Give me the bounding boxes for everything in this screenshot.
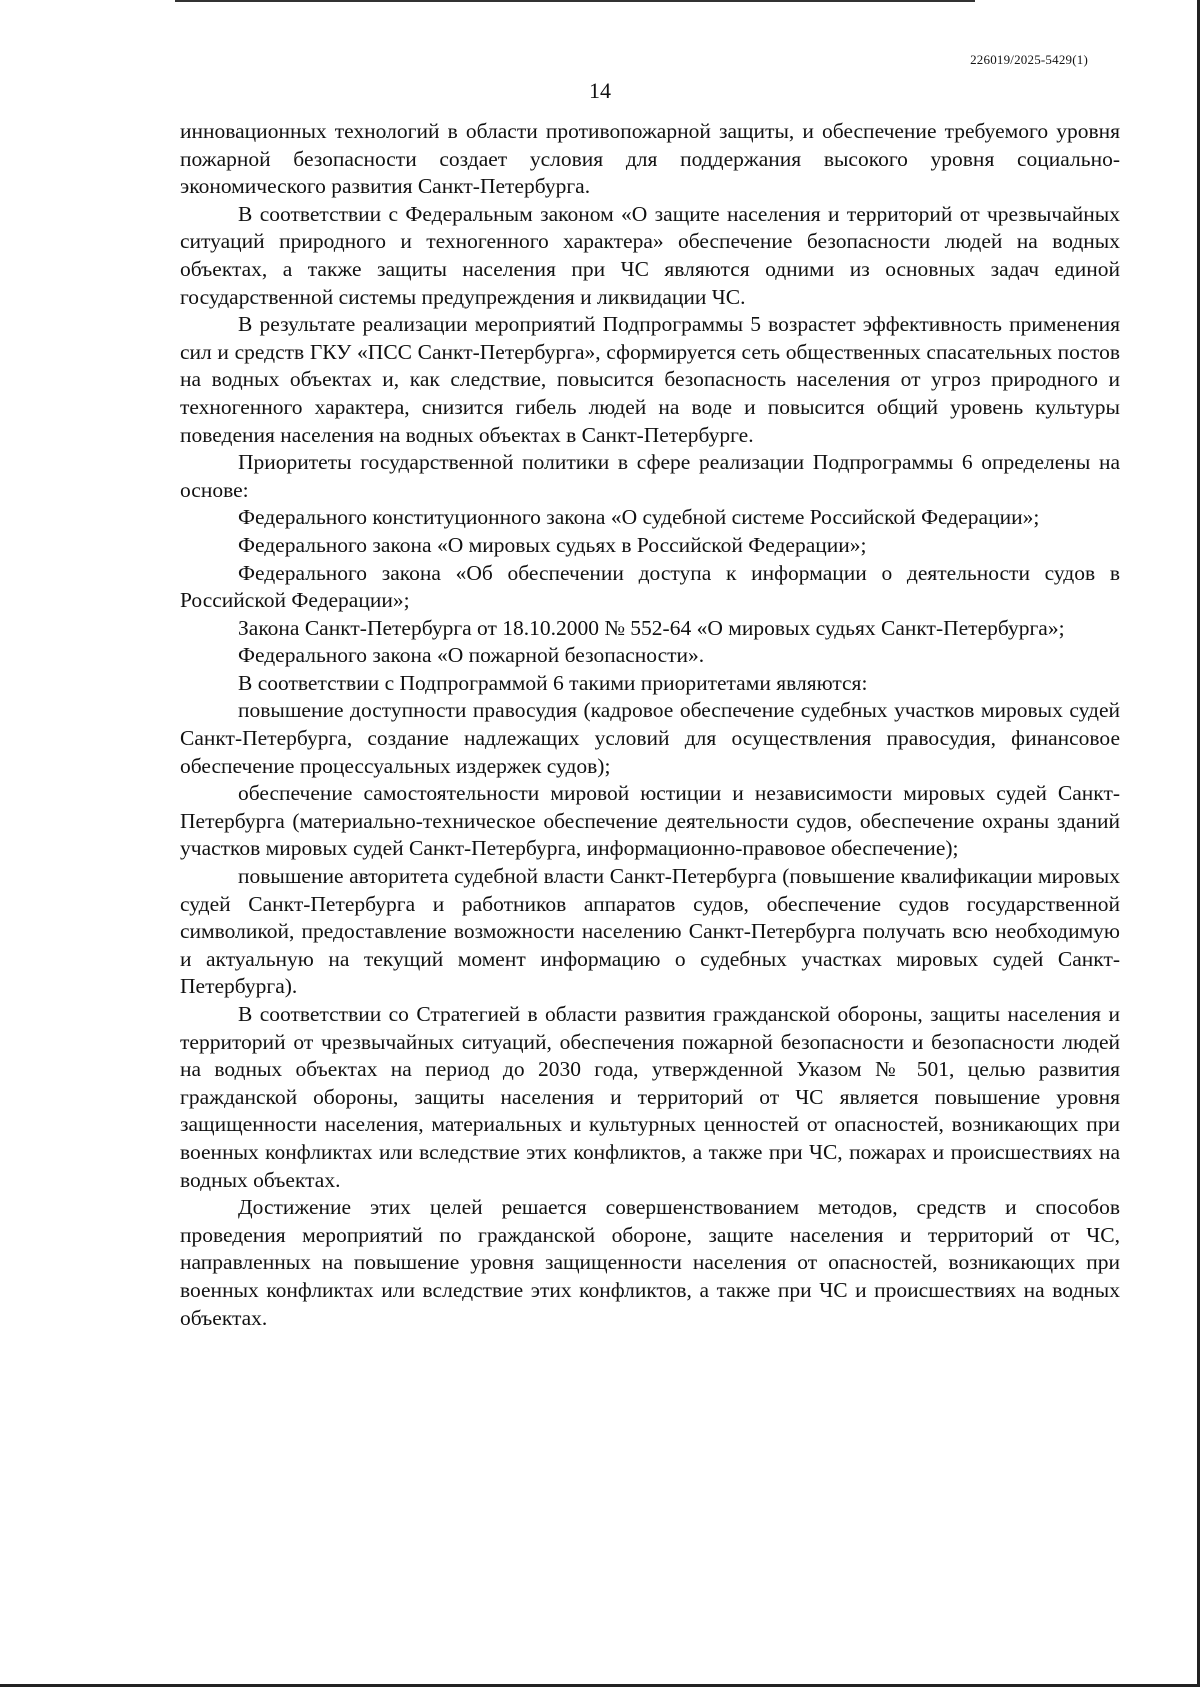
paragraph: Закона Санкт-Петербурга от 18.10.2000 № 552-64 «О мировых судьях Санкт-Петербурга»;	[238, 615, 1065, 640]
paragraph: В соответствии с Подпрограммой 6 такими приоритетами являются:	[238, 670, 868, 695]
paragraph: повышение доступности правосудия (кадровое обеспечение судебных участков мировых судей Санкт-Петербурга, создание надлежащих условий для осуществления правосудия, финансовое обеспечение процессуальных издержек судов);	[180, 698, 1120, 778]
paragraph: Федерального закона «Об обеспечении доступа к информации о деятельности судов в Российской Федерации»;	[180, 560, 1120, 613]
paragraph: обеспечение самостоятельности мировой юстиции и независимости мировых судей Санкт-Петербурга (материально-техническое обеспечение деятельности судов, обеспечение охраны зданий участков мировых судей Санкт-Петербурга, информационно-правовое обеспечение);	[180, 781, 1120, 861]
document-id: 226019/2025-5429(1)	[970, 52, 1088, 67]
paragraph-continuation: инновационных технологий в области противопожарной защиты, и обеспечение требуемого уровня пожарной безопасности создает условия для поддержания высокого уровня социально-экономического развития Санкт-Петербурга.	[180, 119, 1120, 199]
paragraph: В соответствии со Стратегией в области развития гражданской обороны, защиты населения и территорий от чрезвычайных ситуаций, обеспечения пожарной безопасности и безопасности людей на водных объектах на период до 2030 года, утвержденной Указом № 501, целью развития гражданской обороны, защиты населения и территорий от ЧС является повышение уровня защищенности населения, материальных и культурных ценностей от опасностей, возникающих при военных конфликтах или вследствие этих конфликтов, а также при ЧС, пожарах и происшествиях на водных объектах.	[180, 1002, 1120, 1192]
page-number: 14	[589, 78, 611, 103]
paragraph: Приоритеты государственной политики в сфере реализации Подпрограммы 6 определены на основе:	[180, 450, 1120, 502]
paragraph: Достижение этих целей решается совершенствованием методов, средств и способов проведения мероприятий по гражданской обороне, защите населения и территорий от ЧС, направленных на повышение уровня защищенности населения от опасностей, возникающих при военных конфликтах или вследствие этих конфликтов, а также при ЧС и происшествиях на водных объектах.	[180, 1195, 1120, 1330]
paragraph: В результате реализации мероприятий Подпрограммы 5 возрастет эффективность применения сил и средств ГКУ «ПСС Санкт-Петербурга», сформируется сеть общественных спасательных постов на водных объектах и, как следствие, повысится безопасность населения от угроз природного и техногенного характера, снизится гибель людей на воде и повысится общий уровень культуры поведения населения на водных объектах в Санкт-Петербурге.	[180, 312, 1120, 447]
paragraph: повышение авторитета судебной власти Санкт-Петербурга (повышение квалификации мировых судей Санкт-Петербурга и работников аппаратов судов, обеспечение судов государственной символикой, предоставление возможности населению Санкт-Петербурга получать всю необходимую и актуальную на текущий момент информацию о судебных участках мировых судей Санкт-Петербурга).	[180, 864, 1120, 999]
paragraph: В соответствии с Федеральным законом «О защите населения и территорий от чрезвычайных ситуаций природного и техногенного характера» обеспечение безопасности людей на водных объектах, а также защиты населения при ЧС являются одними из основных задач единой государственной системы предупреждения и ликвидации ЧС.	[180, 201, 1120, 309]
document-body	[180, 118, 1120, 1332]
paragraph: Федерального закона «О пожарной безопасности».	[238, 643, 705, 668]
scan-edge-top	[175, 0, 975, 2]
paragraph: Федерального конституционного закона «О судебной системе Российской Федерации»;	[238, 505, 1040, 530]
paragraph: Федерального закона «О мировых судьях в Российской Федерации»;	[238, 532, 867, 557]
